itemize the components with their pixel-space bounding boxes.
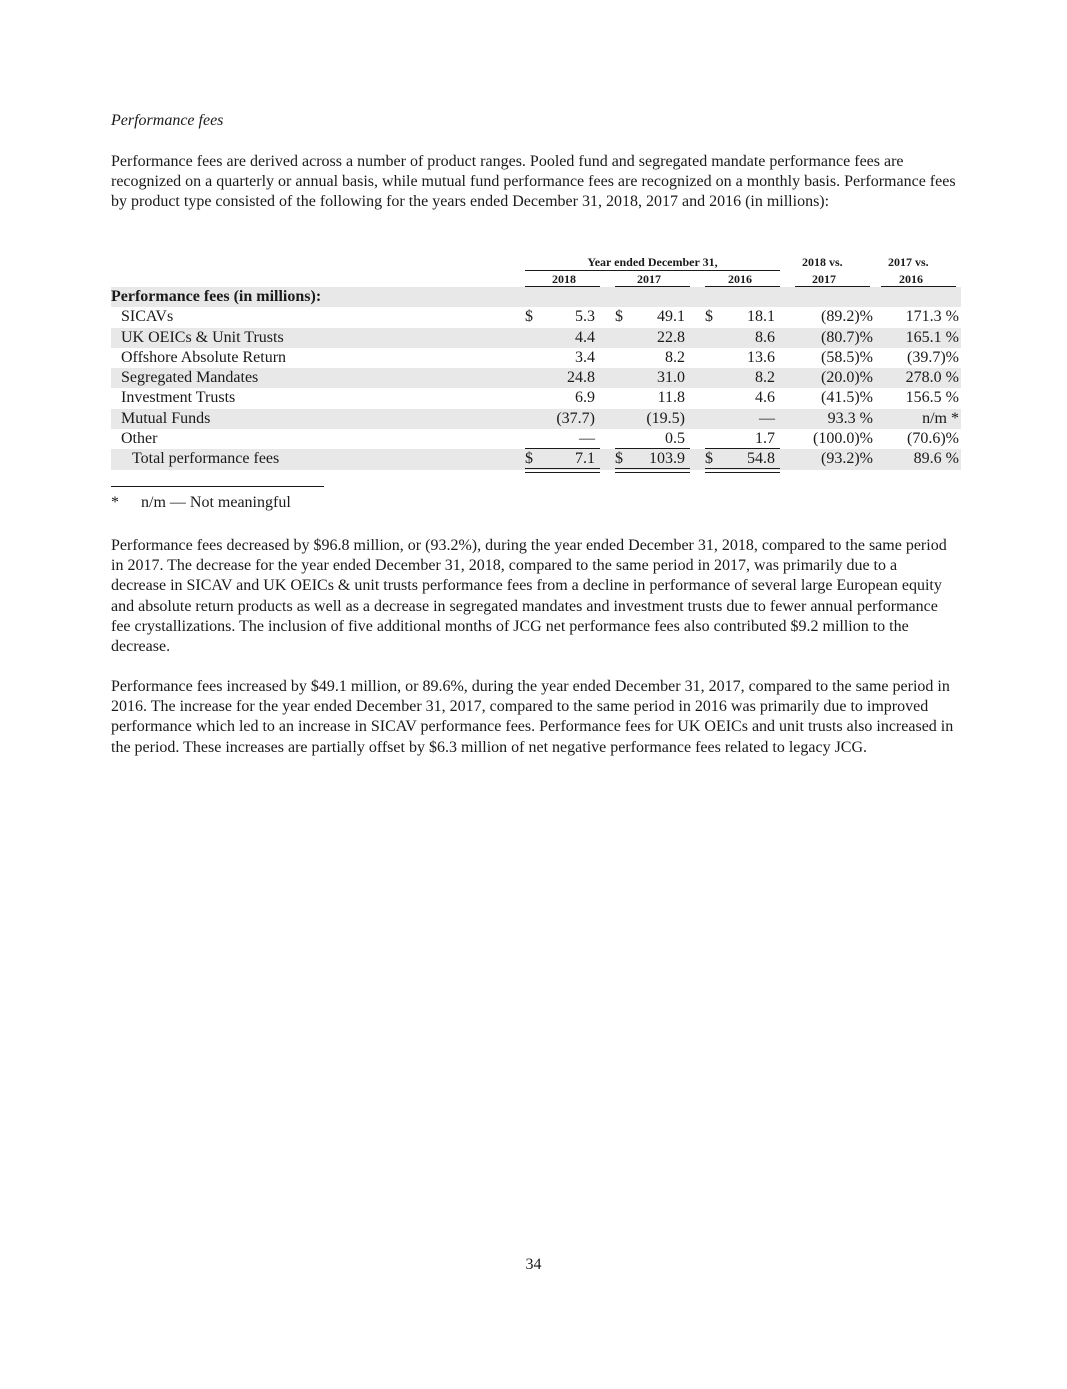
col-header-vs1-top: 2018 vs. [802, 255, 843, 269]
footnote [111, 494, 291, 512]
paragraph-2017-analysis: Performance fees increased by $49.1 million, or 89.6%, during the year ended December 31, 2017, compared to the same period in 2016. The increase for the year ended December 31, 2017, compared to the same period in 2016 was primarily due to improved performance which led to an increase in SICAV performance fees. Performance fees for UK OEICs and unit trusts also increased in the period. These increases are partially offset by $6.3 million of net negative performance fees related to legacy JCG. [111, 678, 954, 756]
value-2016: 13.6 [747, 348, 775, 366]
value-2018: 4.4 [575, 328, 595, 346]
change-2017-vs-2016: 278.0 % [905, 369, 959, 387]
value-2017: (19.5) [646, 409, 685, 427]
value-2017: 31.0 [657, 369, 685, 387]
row-label: Mutual Funds [121, 409, 211, 427]
table-row [111, 388, 961, 408]
value-2018: 6.9 [575, 389, 595, 407]
table-row [111, 368, 961, 388]
dollar-sign: $ [525, 450, 533, 468]
table-header [111, 255, 961, 287]
value-2018: 3.4 [575, 348, 595, 366]
value-2017: 8.2 [665, 348, 685, 366]
change-2017-vs-2016: 171.3 % [905, 308, 959, 326]
change-2018-vs-2017: (20.0)% [821, 369, 873, 387]
change-2018-vs-2017: (80.7)% [821, 328, 873, 346]
col-header-2017: 2017 [637, 272, 661, 286]
dollar-sign: $ [615, 308, 623, 326]
group-header: Year ended December 31, [525, 255, 780, 271]
col-header-2016: 2016 [728, 272, 752, 286]
change-2018-vs-2017: 93.3 % [827, 409, 873, 427]
value-2016: — [759, 409, 775, 427]
row-label: UK OEICs & Unit Trusts [121, 328, 284, 346]
value-2017: 11.8 [657, 389, 685, 407]
dollar-sign: $ [525, 308, 533, 326]
row-label: Offshore Absolute Return [121, 348, 287, 366]
table-row [111, 429, 961, 449]
value-2016: 18.1 [747, 308, 775, 326]
footnote-mark: * [111, 494, 119, 511]
value-2017: 0.5 [665, 430, 685, 448]
total-double-rule-2016 [705, 468, 780, 473]
row-label: Investment Trusts [121, 389, 236, 407]
change-2018-vs-2017: (89.2)% [821, 308, 873, 326]
value-2018: 24.8 [567, 369, 595, 387]
total-change-2017-vs-2016: 89.6 % [913, 450, 959, 468]
total-2016: 54.8 [747, 450, 775, 468]
section-label: Performance fees (in millions): [111, 288, 322, 305]
total-2017: 103.9 [649, 450, 685, 468]
total-double-rule-2018 [525, 468, 600, 473]
change-2018-vs-2017: (41.5)% [821, 389, 873, 407]
col-header-2018: 2018 [552, 272, 576, 286]
change-2017-vs-2016: n/m * [922, 409, 959, 427]
value-2017: 49.1 [657, 308, 685, 326]
row-label: Other [121, 430, 158, 448]
value-2018: 5.3 [575, 308, 595, 326]
intro-paragraph: Performance fees are derived across a number of product ranges. Pooled fund and segregated mandate performance fees are recognized on a quarterly or annual basis, while mutual fund performance fees are recognized on a monthly basis. Performance fees by product type consisted of the following for the years ended December 31, 2018, 2017 and 2016 (in millions): [111, 153, 956, 211]
total-double-rule-2017 [615, 468, 690, 473]
total-change-2018-vs-2017: (93.2)% [821, 450, 873, 468]
footnote-rule [111, 486, 324, 487]
value-2016: 8.2 [755, 369, 775, 387]
dollar-sign: $ [705, 450, 713, 468]
col-header-vs1-bottom: 2017 [812, 272, 836, 286]
col-header-vs2-bottom: 2016 [899, 272, 923, 286]
col-header-vs2-top: 2017 vs. [888, 255, 929, 269]
performance-fees-table [111, 255, 961, 470]
paragraph-2018-analysis: Performance fees decreased by $96.8 million, or (93.2%), during the year ended December 31, 2018, compared to the same period in 2017. The decrease for the year ended December 31, 2018, compared to the same period in 2017, was primarily due to a decrease in SICAV and UK OEICs & unit trusts performance fees from a decline in performance of several large European equity and absolute return products as well as a decrease in segregated mandates and investment trusts due to fewer annual performance fee crystallizations. The inclusion of five additional months of JCG net performance fees also contributed $9.2 million to the decrease. [111, 537, 947, 656]
change-2017-vs-2016: 156.5 % [905, 389, 959, 407]
change-2018-vs-2017: (58.5)% [821, 348, 873, 366]
change-2017-vs-2016: (39.7)% [907, 348, 959, 366]
change-2017-vs-2016: 165.1 % [905, 328, 959, 346]
page-number: 34 [525, 1256, 542, 1273]
row-label: SICAVs [121, 308, 174, 326]
value-2018: — [579, 430, 595, 448]
value-2016: 8.6 [755, 328, 775, 346]
total-2018: 7.1 [575, 450, 595, 468]
table-total-row [111, 449, 961, 469]
row-label: Segregated Mandates [121, 369, 259, 387]
change-2018-vs-2017: (100.0)% [813, 430, 873, 448]
dollar-sign: $ [705, 308, 713, 326]
value-2017: 22.8 [657, 328, 685, 346]
value-2016: 1.7 [755, 430, 775, 448]
table-section-row [111, 287, 961, 307]
value-2018: (37.7) [556, 409, 595, 427]
change-2017-vs-2016: (70.6)% [907, 430, 959, 448]
dollar-sign: $ [615, 450, 623, 468]
table-row [111, 409, 961, 429]
value-2016: 4.6 [755, 389, 775, 407]
table-row [111, 307, 961, 327]
footnote-text: n/m — Not meaningful [141, 494, 291, 511]
table-row [111, 348, 961, 368]
total-label: Total performance fees [132, 450, 280, 468]
table-row [111, 328, 961, 348]
section-heading: Performance fees [111, 112, 224, 129]
